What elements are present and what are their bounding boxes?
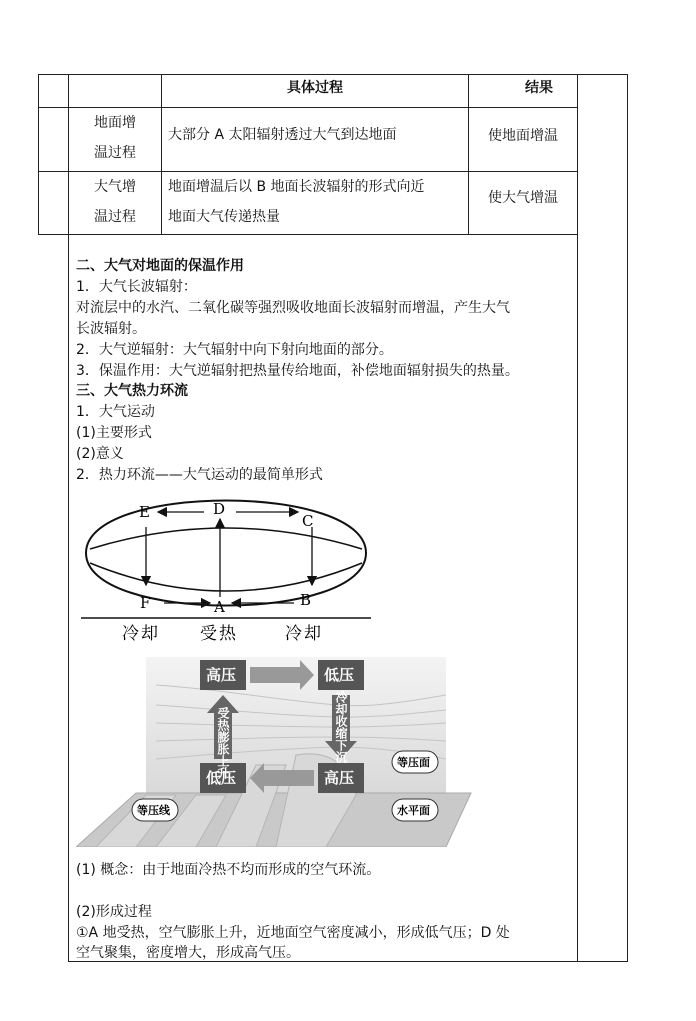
paragraph-8: 2．热力环流——大气运动的最简单形式 (76, 467, 323, 483)
paragraph-5: 1．大气运动 (76, 404, 155, 420)
label-rising: 受热膨胀上升 (216, 707, 230, 779)
label-d: D (213, 500, 226, 518)
label-cooling-right: 冷却 (285, 624, 323, 644)
row2-name-line2: 温过程 (94, 209, 136, 225)
label-cooling-left: 冷却 (122, 624, 160, 644)
concept-text: (1) 概念：由于地面冷热不均而形成的空气环流。 (76, 862, 381, 878)
formation-title: (2)形成过程 (76, 904, 152, 920)
upper-arc (90, 528, 362, 549)
formation-line2: 空气聚集，密度增大，形成高气压。 (76, 945, 300, 961)
row1-name (69, 108, 161, 168)
label-low-top: 低压 (324, 666, 355, 684)
label-sinking: 冷却收缩下沉 (334, 691, 348, 763)
label-a: A (214, 598, 225, 616)
formation-line1: ①A 地受热，空气膨胀上升，近地面空气密度减小，形成低气压；D 处 (76, 925, 510, 941)
row2-process-line1: 地面增温后以 B 地面长波辐射的形式向近 (168, 179, 425, 195)
label-isobaric-surface: 等压面 (397, 756, 430, 769)
label-isobar: 等压线 (137, 804, 170, 817)
paragraph-7: (2)意义 (76, 446, 124, 462)
lower-arc (90, 563, 362, 591)
label-low-bottom: 低压 (206, 769, 237, 787)
outer-ellipse (86, 501, 366, 606)
label-b: B (300, 591, 312, 609)
label-high-bottom: 高压 (324, 769, 355, 787)
row2-name-line1: 大气增 (94, 179, 136, 195)
circulation-diagram (76, 493, 376, 653)
row2-result: 使大气增温 (488, 190, 558, 206)
label-horizontal-plane: 水平面 (397, 804, 430, 817)
label-f: F (140, 594, 151, 612)
row2-name (69, 172, 161, 232)
section2-title: 二、大气对地面的保温作用 (76, 258, 244, 274)
pressure-diagram (76, 655, 476, 847)
row2-process (168, 172, 468, 232)
section3-title: 三、大气热力环流 (76, 383, 188, 399)
paragraph-6: (1)主要形式 (76, 425, 152, 441)
paragraph-2-line2: 长波辐射。 (76, 321, 146, 337)
paragraph-3: 2．大气逆辐射：大气辐射中向下射向地面的部分。 (76, 342, 393, 358)
label-high-top: 高压 (206, 666, 237, 684)
row1-name-line2: 温过程 (94, 145, 136, 161)
paragraph-1: 1．大气长波辐射： (76, 279, 197, 295)
row2-process-line2: 地面大气传递热量 (168, 209, 280, 225)
row1-name-line1: 地面增 (94, 115, 136, 131)
header-result: 结果 (525, 80, 553, 96)
label-c: C (302, 512, 314, 530)
paragraph-4: 3．保温作用：大气逆辐射把热量传给地面，补偿地面辐射损失的热量。 (76, 363, 519, 379)
row1-process: 大部分 A 太阳辐射透过大气到达地面 (168, 127, 397, 143)
label-heating: 受热 (200, 624, 238, 644)
label-e: E (139, 503, 150, 521)
header-process: 具体过程 (287, 80, 343, 96)
paragraph-2-line1: 对流层中的水汽、二氧化碳等强烈吸收地面长波辐射而增温，产生大气 (76, 300, 510, 316)
row1-result: 使地面增温 (488, 128, 558, 144)
